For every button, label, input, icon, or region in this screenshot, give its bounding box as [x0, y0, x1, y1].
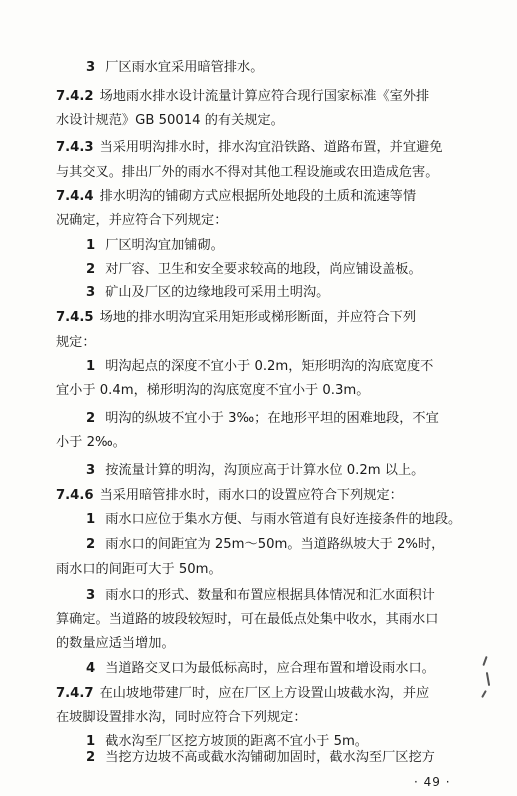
- clause-item: [86, 510, 468, 529]
- item-number: 2: [86, 537, 96, 552]
- clause-text: 水设计规范》GB 50014 的有关规定。: [56, 113, 284, 128]
- section-number: 7.4.6: [56, 488, 94, 503]
- clause-text: 小于 2‰。: [56, 435, 126, 450]
- item-number: 1: [86, 238, 96, 253]
- item-number: 2: [86, 262, 96, 277]
- clause-item: [86, 535, 468, 554]
- item-number: 1: [86, 734, 96, 749]
- clause-text: 矿山及厂区的边缘地段可采用土明沟。: [105, 285, 330, 300]
- clause-text: 雨水口的间距可大于 50m。: [56, 562, 222, 577]
- item-number: 3: [86, 285, 96, 300]
- section-clause: [56, 187, 468, 206]
- section-clause: [56, 684, 468, 703]
- clause-text: 规定：: [56, 335, 96, 350]
- clause-text: 截水沟至厂区挖方坡顶的距离不宜小于 5m。: [105, 734, 368, 749]
- clause-item: [86, 659, 468, 678]
- clause-text: 的数量应适当增加。: [56, 636, 175, 651]
- clause-item: [86, 236, 468, 255]
- clause-item: [86, 260, 468, 279]
- section-clause: [56, 138, 468, 157]
- clause-text: 雨水口的间距宜为 25m～50m。当道路纵坡大于 2%时，: [105, 537, 445, 552]
- clause-text: 在坡脚设置排水沟，同时应符合下列规定：: [56, 710, 307, 725]
- section-number: 7.4.5: [56, 310, 94, 325]
- item-number: 1: [86, 512, 96, 527]
- scan-mark: [486, 672, 490, 686]
- clause-text: 雨水口的形式、数量和布置应根据具体情况和汇水面积计: [105, 588, 435, 603]
- clause-text: 厂区明沟宜加铺砌。: [105, 238, 224, 253]
- item-number: 4: [86, 661, 96, 676]
- section-number: 7.4.3: [56, 140, 94, 155]
- section-number: 7.4.7: [56, 686, 94, 701]
- clause-text: 对厂容、卫生和安全要求较高的地段，尚应铺设盖板。: [105, 262, 422, 277]
- clause-text: 与其交叉。排出厂外的雨水不得对其他工程设施或农田造成危害。: [56, 165, 439, 180]
- clause-continuation: [56, 211, 468, 230]
- clause-item: [86, 357, 468, 376]
- clause-text: 况确定，并应符合下列规定：: [56, 213, 228, 228]
- page-number: · 49 ·: [414, 775, 451, 789]
- item-number: 1: [86, 359, 96, 374]
- clause-continuation: [56, 610, 468, 629]
- item-number: 3: [86, 463, 96, 478]
- clause-continuation: [56, 560, 468, 579]
- clause-text: 在山坡地带建厂时，应在厂区上方设置山坡截水沟，并应: [99, 686, 430, 701]
- clause-continuation: [56, 433, 468, 452]
- scan-mark: [482, 656, 487, 666]
- scan-mark: [481, 690, 487, 698]
- clause-text: 当道路交叉口为最低标高时，应合理布置和增设雨水口。: [105, 661, 435, 676]
- item-number: 3: [86, 588, 96, 603]
- clause-text: 当采用暗管排水时，雨水口的设置应符合下列规定：: [99, 488, 403, 503]
- clause-item: [86, 748, 468, 767]
- clause-text: 雨水口应位于集水方便、与雨水管道有良好连接条件的地段。: [105, 512, 462, 527]
- item-number: 2: [86, 750, 96, 765]
- item-number: 3: [86, 60, 96, 75]
- clause-text: 当挖方边坡不高或截水沟铺砌加固时，截水沟至厂区挖方: [105, 750, 435, 765]
- section-clause: [56, 87, 468, 106]
- clause-text: 明沟起点的深度不宜小于 0.2m，矩形明沟的沟底宽度不: [105, 359, 434, 374]
- clause-item: [86, 283, 468, 302]
- clause-item: [86, 58, 468, 77]
- clause-item: [86, 461, 468, 480]
- clause-text: 排水明沟的铺砌方式应根据所处地段的土质和流速等情: [99, 189, 417, 204]
- clause-continuation: [56, 381, 468, 400]
- clause-text: 按流量计算的明沟，沟顶应高于计算水位 0.2m 以上。: [105, 463, 425, 478]
- clause-text: 场地雨水排水设计流量计算应符合现行国家标准《室外排: [99, 89, 430, 104]
- clause-item: [86, 586, 468, 605]
- clause-text: 厂区雨水宜采用暗管排水。: [105, 60, 264, 75]
- section-number: 7.4.2: [56, 89, 94, 104]
- section-number: 7.4.4: [56, 189, 94, 204]
- clause-continuation: [56, 333, 468, 352]
- clause-text: 宜小于 0.4m，梯形明沟的沟底宽度不宜小于 0.3m。: [56, 383, 370, 398]
- clause-continuation: [56, 634, 468, 653]
- item-number: 2: [86, 411, 96, 426]
- clause-item: [86, 409, 468, 428]
- section-clause: [56, 308, 468, 327]
- clause-text: 场地的排水明沟宜采用矩形或梯形断面，并应符合下列: [99, 310, 417, 325]
- clause-continuation: [56, 163, 468, 182]
- clause-text: 算确定。当道路的坡段较短时，可在最低点处集中收水，其雨水口: [56, 612, 439, 627]
- clause-continuation: [56, 708, 468, 727]
- clause-text: 当采用明沟排水时，排水沟宜沿铁路、道路布置，并宜避免: [99, 140, 443, 155]
- clause-continuation: [56, 111, 468, 130]
- clause-text: 明沟的纵坡不宜小于 3‰；在地形平坦的困难地段，不宜: [105, 411, 439, 426]
- section-clause: [56, 486, 468, 505]
